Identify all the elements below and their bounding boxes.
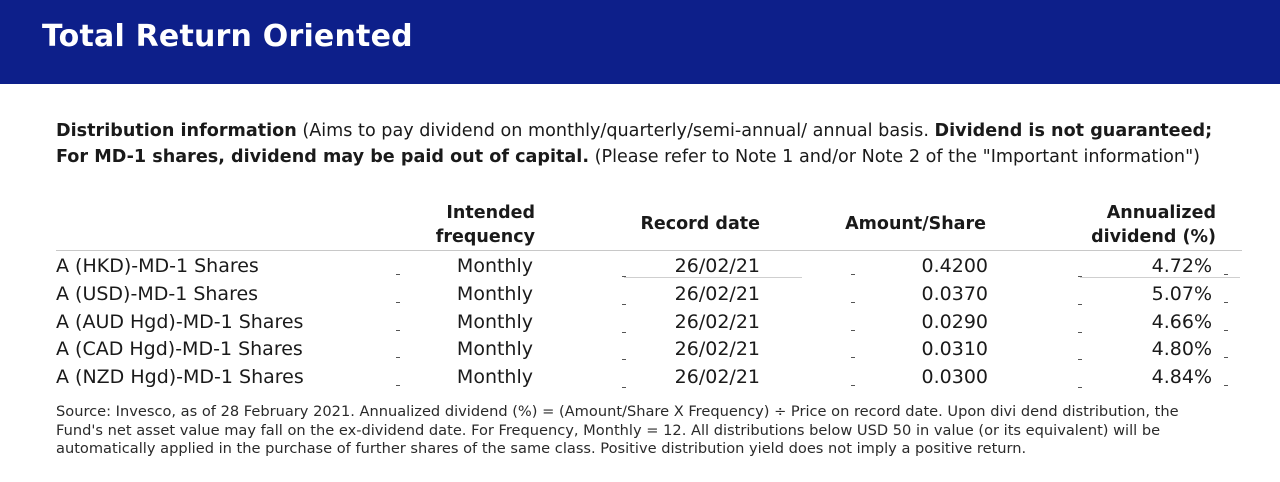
intro-warning-2: For MD-1 shares, dividend may be paid out of capital. xyxy=(56,147,590,167)
share-class-name: A (HKD)-MD-1 Shares xyxy=(56,255,259,277)
column-separator-tick xyxy=(622,359,626,360)
table-row xyxy=(0,280,1280,308)
intro-text-2: (Please refer to Note 1 and/or Note 2 of the "Important information") xyxy=(589,147,1201,167)
table-row xyxy=(0,308,1280,336)
table-header-divider xyxy=(56,250,1242,251)
column-separator-tick xyxy=(622,387,626,388)
frequency-value: Monthly xyxy=(456,366,533,388)
column-separator-tick xyxy=(396,357,400,358)
intro-warning-1: Dividend is not guaranteed; xyxy=(934,121,1213,141)
record-date-value: 26/02/21 xyxy=(674,366,760,388)
column-separator-tick xyxy=(851,330,855,331)
intro-line-2 xyxy=(56,144,1256,170)
column-separator-tick xyxy=(1224,274,1228,275)
column-separator-tick xyxy=(396,274,400,275)
frequency-value: Monthly xyxy=(456,283,533,305)
column-separator-tick xyxy=(622,304,626,305)
intro-line-1 xyxy=(56,118,1256,144)
column-separator-tick xyxy=(396,330,400,331)
amount-per-share-value: 0.4200 xyxy=(921,255,988,277)
column-separator-tick xyxy=(1078,387,1082,388)
annualized-dividend-value: 4.84% xyxy=(1151,366,1212,388)
column-header-frequency-line1: Intended xyxy=(446,203,535,223)
column-separator-tick xyxy=(851,357,855,358)
column-header-frequency-line2: frequency xyxy=(435,227,535,247)
header-banner xyxy=(0,0,1280,84)
row-divider xyxy=(624,277,802,278)
record-date-value: 26/02/21 xyxy=(674,311,760,333)
column-separator-tick xyxy=(1078,304,1082,305)
frequency-value: Monthly xyxy=(456,255,533,277)
column-separator-tick xyxy=(396,302,400,303)
share-class-name: A (AUD Hgd)-MD-1 Shares xyxy=(56,311,304,333)
distribution-intro xyxy=(56,118,1256,170)
amount-per-share-value: 0.0300 xyxy=(921,366,988,388)
column-separator-tick xyxy=(851,274,855,275)
source-line-2: Fund's net asset value may fall on the ex-dividend date. For Frequency, Monthly = 12. All distributions below USD 50 in value (or its equivalent) will be xyxy=(56,421,1161,439)
page-title: Total Return Oriented xyxy=(42,19,413,54)
column-separator-tick xyxy=(1224,385,1228,386)
record-date-value: 26/02/21 xyxy=(674,255,760,277)
column-header-annualized-line1: Annualized xyxy=(1106,203,1216,223)
column-separator-tick xyxy=(1224,330,1228,331)
record-date-value: 26/02/21 xyxy=(674,283,760,305)
column-separator-tick xyxy=(1078,359,1082,360)
column-separator-tick xyxy=(851,385,855,386)
column-header-annualized-line2: dividend (%) xyxy=(1091,227,1216,247)
source-line-3: automatically applied in the purchase of further shares of the same class. Positive distribution yield does not imply a positive return. xyxy=(56,440,1027,457)
table-row xyxy=(0,335,1280,363)
column-header-amount: Amount/Share xyxy=(845,214,986,234)
column-separator-tick xyxy=(851,302,855,303)
share-class-name: A (USD)-MD-1 Shares xyxy=(56,283,259,305)
source-line-1: Source: Invesco, as of 28 February 2021. Annualized dividend (%) = (Amount/Share X Frequency) ÷ Price on record date. Upon divi dend distribution, the xyxy=(56,403,1179,420)
column-separator-tick xyxy=(396,385,400,386)
annualized-dividend-value: 5.07% xyxy=(1151,283,1212,305)
column-separator-tick xyxy=(1224,357,1228,358)
record-date-value: 26/02/21 xyxy=(674,338,760,360)
share-class-name: A (NZD Hgd)-MD-1 Shares xyxy=(56,366,304,388)
table-row xyxy=(0,363,1280,391)
intro-heading: Distribution information xyxy=(56,121,297,141)
amount-per-share-value: 0.0290 xyxy=(921,311,988,333)
table-row xyxy=(0,252,1280,280)
frequency-value: Monthly xyxy=(456,311,533,333)
column-separator-tick xyxy=(1224,302,1228,303)
source-footnote xyxy=(56,403,1256,459)
annualized-dividend-value: 4.80% xyxy=(1151,338,1212,360)
row-divider xyxy=(1080,277,1240,278)
annualized-dividend-value: 4.72% xyxy=(1151,255,1212,277)
amount-per-share-value: 0.0310 xyxy=(921,338,988,360)
column-separator-tick xyxy=(1078,332,1082,333)
column-header-frequency xyxy=(400,201,535,249)
amount-per-share-value: 0.0370 xyxy=(921,283,988,305)
share-class-name: A (CAD Hgd)-MD-1 Shares xyxy=(56,338,303,360)
column-header-record-date: Record date xyxy=(640,214,760,234)
column-separator-tick xyxy=(622,332,626,333)
annualized-dividend-value: 4.66% xyxy=(1151,311,1212,333)
intro-text-1: (Aims to pay dividend on monthly/quarterly/semi-annual/ annual basis. xyxy=(296,121,935,141)
frequency-value: Monthly xyxy=(456,338,533,360)
column-header-annualized xyxy=(1060,201,1216,249)
